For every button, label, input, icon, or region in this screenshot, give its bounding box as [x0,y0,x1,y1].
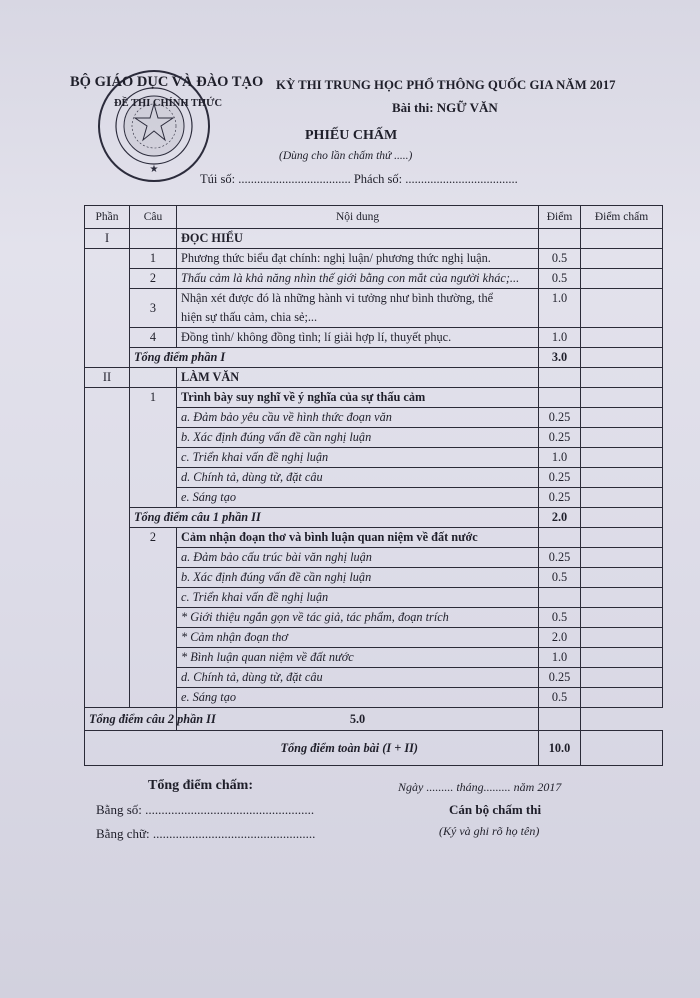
exam-title: KỲ THI TRUNG HỌC PHỔ THÔNG QUỐC GIA NĂM 2017 [276,78,616,92]
score-in-words-field[interactable]: Bằng chữ: .................................................. [96,826,316,841]
sheet-title: PHIẾU CHẤM [305,128,398,143]
table-row [85,528,663,548]
score-cell[interactable] [581,328,663,348]
criterion-text: d. Chính tả, dùng từ, đặt câu [177,468,539,488]
max-score: 0.5 [539,249,581,269]
max-score: 0.25 [539,408,581,428]
criterion-text: b. Xác định đúng vấn đề cần nghị luận [177,568,539,588]
part-title: LÀM VĂN [177,368,539,388]
table-row [85,428,663,448]
grand-total-label: Tổng điểm toàn bài (I + II) [85,731,539,766]
criterion-text: c. Triển khai vấn đề nghị luận [177,588,539,608]
table-row [85,249,663,269]
date-line: Ngày ......... tháng......... năm 2017 [398,780,562,794]
criterion-text: e. Sáng tạo [177,688,539,708]
max-score: 1.0 [539,328,581,348]
score-in-numbers-field[interactable]: Bằng số: .................................................... [96,802,315,817]
subtotal-label: Tổng điểm phần I [130,348,539,368]
max-score: 0.5 [539,568,581,588]
table-row [85,708,663,731]
table-row [85,608,663,628]
score-cell[interactable] [539,708,581,731]
part-number: I [85,229,130,249]
score-cell[interactable] [581,269,663,289]
ministry-name: BỘ GIÁO DỤC VÀ ĐÀO TẠO [70,74,264,90]
score-cell[interactable] [581,488,663,508]
criterion-text: * Giới thiệu ngắn gọn về tác giả, tác phẩm, đoạn trích [177,608,539,628]
max-score: 0.25 [539,548,581,568]
criterion-text-line2: hiện sự thấu cảm, chia sẻ;... [181,310,318,324]
max-score: 2.0 [539,628,581,648]
score-cell[interactable] [581,468,663,488]
max-score: 1.0 [539,448,581,468]
bag-number-field: Túi số: .................................... Phách số: .................................... [200,172,518,186]
part-title: ĐỌC HIỂU [177,229,539,249]
question-title: Cảm nhận đoạn thơ và bình luận quan niệm về đất nước [177,528,539,548]
max-score: 0.5 [539,608,581,628]
table-row [85,668,663,688]
score-cell[interactable] [581,628,663,648]
header-noi-dung: Nội dung [177,206,539,229]
score-cell[interactable] [581,588,663,608]
score-cell[interactable] [581,608,663,628]
table-row [85,688,663,708]
score-cell[interactable] [581,289,663,328]
question-number: 2 [130,528,177,548]
question-number: 3 [130,289,177,328]
max-score: 0.25 [539,668,581,688]
table-row [85,548,663,568]
max-score: 1.0 [539,648,581,668]
max-score: 1.0 [539,289,581,328]
criterion-text: a. Đảm bảo cấu trúc bài văn nghị luận [177,548,539,568]
table-row [85,448,663,468]
table-row [85,368,663,388]
score-cell[interactable] [581,648,663,668]
table-row [85,229,663,249]
criterion-text: d. Chính tả, dùng từ, đặt câu [177,668,539,688]
table-row [85,508,663,528]
max-score: 0.5 [539,269,581,289]
max-score: 0.5 [539,688,581,708]
subtotal-score: 5.0 [177,708,539,731]
score-cell[interactable] [581,348,663,368]
grand-total-row [85,731,663,766]
table-row [85,289,663,328]
question-number: 4 [130,328,177,348]
score-cell[interactable] [581,428,663,448]
subtotal-label: Tổng điểm câu 2 phần II [85,708,177,731]
table-row [85,468,663,488]
table-row [85,488,663,508]
subtotal-label: Tổng điểm câu 1 phần II [130,508,539,528]
criterion-text: c. Triển khai vấn đề nghị luận [177,448,539,468]
table-row [85,568,663,588]
question-number: 1 [130,388,177,408]
criterion-text-line1: Nhận xét được đó là những hành vi tưởng như bình thường, thể [181,291,494,305]
max-score: 0.25 [539,428,581,448]
score-cell[interactable] [581,448,663,468]
score-cell[interactable] [581,408,663,428]
table-row [85,269,663,289]
grading-table [84,205,663,766]
criterion-text: b. Xác định đúng vấn đề cần nghị luận [177,428,539,448]
score-cell[interactable] [581,388,663,408]
score-cell[interactable] [581,528,663,548]
table-row [85,648,663,668]
header-diem-cham: Điểm chấm [581,206,663,229]
max-score: 0.25 [539,488,581,508]
total-points-label: Tổng điểm chấm: [148,778,253,793]
table-row [85,328,663,348]
criterion-text [177,289,539,328]
criterion-text: e. Sáng tạo [177,488,539,508]
criterion-text: a. Đảm bảo yêu cầu về hình thức đoạn văn [177,408,539,428]
sheet-subtitle: (Dùng cho lần chấm thứ .....) [279,150,413,162]
criterion-text: * Cảm nhận đoạn thơ [177,628,539,648]
official-label: ĐỀ THI CHÍNH THỨC [114,98,223,109]
table-row [85,588,663,608]
question-number: 2 [130,269,177,289]
score-cell[interactable] [581,688,663,708]
header-cau: Câu [130,206,177,229]
score-cell[interactable] [581,508,663,528]
criterion-text: * Bình luận quan niệm về đất nước [177,648,539,668]
question-title: Trình bày suy nghĩ về ý nghĩa của sự thấu cảm [177,388,539,408]
signature-instruction: (Ký và ghi rõ họ tên) [439,824,540,838]
table-row [85,408,663,428]
subject-label: Bài thi: NGỮ VĂN [392,100,498,115]
criterion-text: Đồng tình/ không đồng tình; lí giải hợp lí, thuyết phục. [177,328,539,348]
subtotal-score: 2.0 [539,508,581,528]
max-score: 0.25 [539,468,581,488]
header-diem: Điểm [539,206,581,229]
score-cell[interactable] [581,568,663,588]
score-cell[interactable] [581,548,663,568]
header-phan: Phần [85,206,130,229]
max-score [539,588,581,608]
score-cell[interactable] [581,249,663,269]
score-cell[interactable] [581,731,663,766]
grand-total-score: 10.0 [539,731,581,766]
table-row [85,388,663,408]
table-header [85,206,663,229]
part-number: II [85,368,130,388]
score-cell[interactable] [581,668,663,688]
criterion-text: Phương thức biểu đạt chính: nghị luận/ phương thức nghị luận. [177,249,539,269]
table-row [85,628,663,648]
criterion-text: Thấu cảm là khả năng nhìn thế giới bằng con mắt của người khác;... [177,269,539,289]
svg-text:★: ★ [149,164,159,175]
table-row [85,348,663,368]
subtotal-score: 3.0 [539,348,581,368]
examiner-label: Cán bộ chấm thi [449,802,542,817]
question-number: 1 [130,249,177,269]
